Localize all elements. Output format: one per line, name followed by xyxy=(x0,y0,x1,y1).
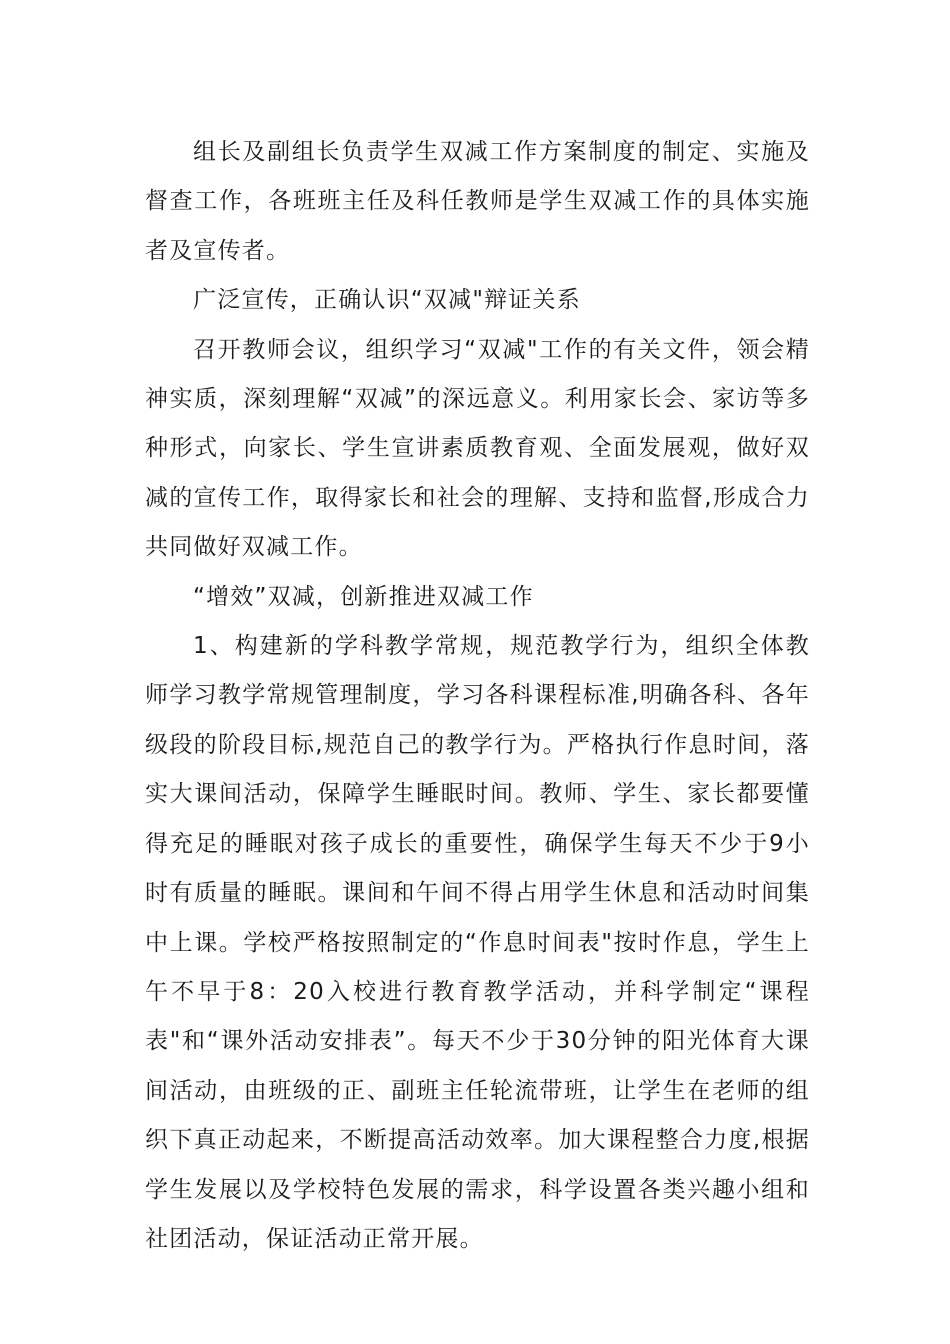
document-body xyxy=(145,128,810,1264)
paragraph-teaching-routine: 1、构建新的学科教学常规，规范教学行为，组织全体教师学习教学常规管理制度，学习各科课程标准,明确各科、各年级段的阶段目标,规范自己的教学行为。严格执行作息时间，落实大课间活动，保障学生睡眠时间。教师、学生、家长都要懂得充足的睡眠对孩子成长的重要性，确保学生每天不少于9小时有质量的睡眠。课间和午间不得占用学生休息和活动时间集中上课。学校严格按照制定的“作息时间表"按时作息，学生上午不早于8：20入校进行教育教学活动，并科学制定“课程表"和“课外活动安排表”。每天不少于30分钟的阳光体育大课间活动，由班级的正、副班主任轮流带班，让学生在老师的组织下真正动起来，不断提高活动效率。加大课程整合力度,根据学生发展以及学校特色发展的需求，科学设置各类兴趣小组和社团活动，保证活动正常开展。 xyxy=(145,633,810,1252)
paragraph-teacher-meeting: 召开教师会议，组织学习“双减"工作的有关文件，领会精神实质，深刻理解“双减”的深远意义。利用家长会、家访等多种形式，向家长、学生宣讲素质教育观、全面发展观，做好双减的宣传工作，取得家长和社会的理解、支持和监督,形成合力共同做好双减工作。 xyxy=(145,336,810,561)
paragraph-responsibilities: 组长及副组长负责学生双减工作方案制度的制定、实施及督查工作，各班班主任及科任教师是学生双减工作的具体实施者及宣传者。 xyxy=(145,139,810,264)
heading-publicity: 广泛宣传，正确认识“双减"辩证关系 xyxy=(193,287,581,314)
heading-efficiency: “增效”双减，创新推进双减工作 xyxy=(193,583,534,610)
